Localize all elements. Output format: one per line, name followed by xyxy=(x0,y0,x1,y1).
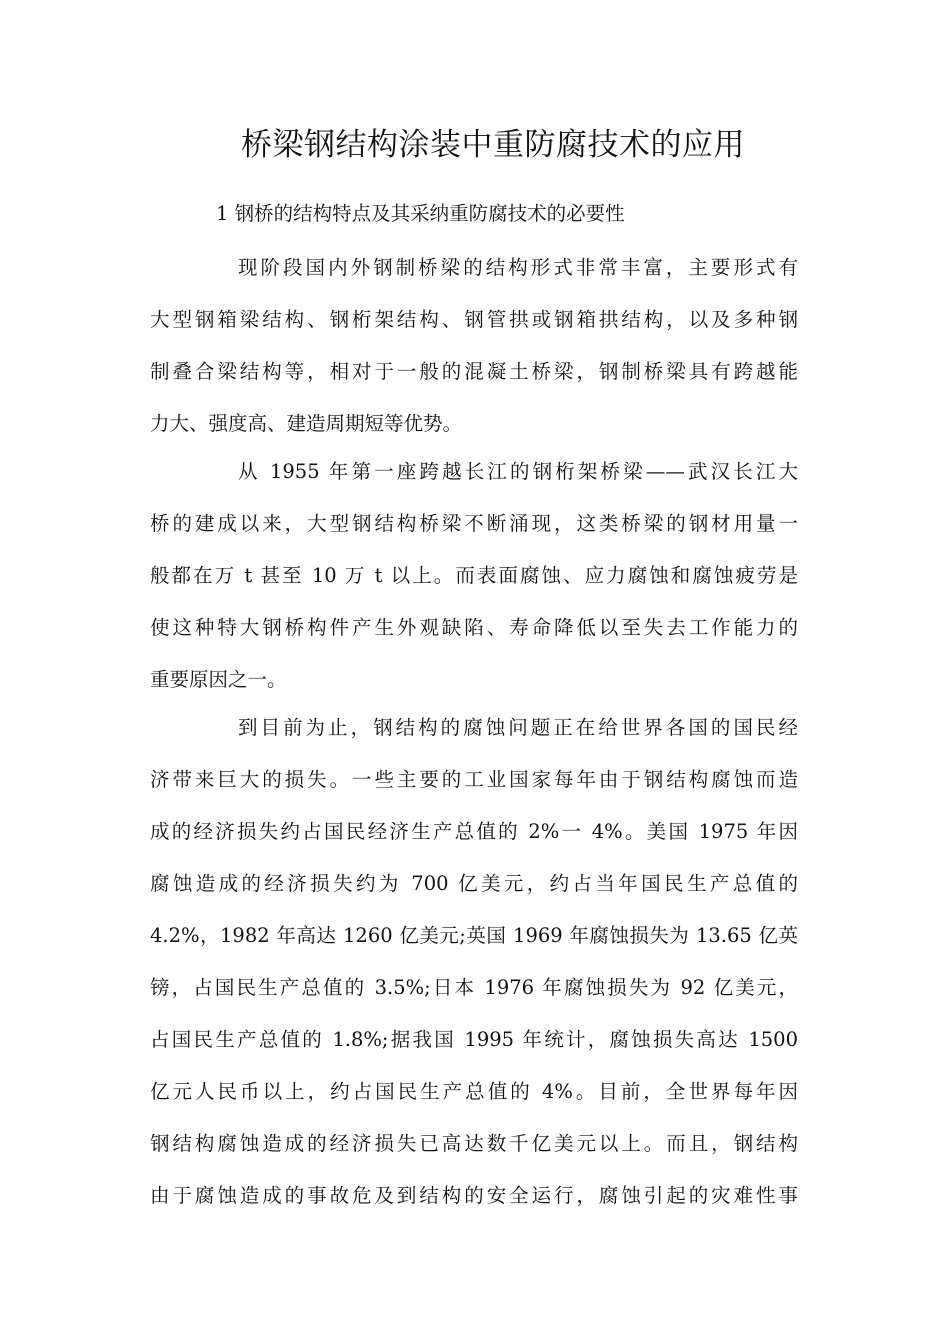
paragraph-line: 使这种特大钢桥构件产生外观缺陷、寿命降低以至失去工作能力的 xyxy=(150,616,798,639)
paragraph-line: 4.2%，1982 年高达 1260 亿美元;英国 1969 年腐蚀损失为 13.65 亿英 xyxy=(150,924,798,947)
paragraph-line: 亿元人民币以上，约占国民生产总值的 4%。目前，全世界每年因 xyxy=(150,1080,798,1103)
paragraph-line: 重要原因之一。 xyxy=(150,668,287,691)
paragraph-3 xyxy=(150,702,798,1222)
paragraph-line: 济带来巨大的损失。一些主要的工业国家每年由于钢结构腐蚀而造 xyxy=(150,768,798,791)
paragraph-line: 般都在万 t 甚至 10 万 t 以上。而表面腐蚀、应力腐蚀和腐蚀疲劳是 xyxy=(150,564,798,587)
document-title: 桥梁钢结构涂装中重防腐技术的应用 xyxy=(241,127,745,163)
section-heading: 1 钢桥的结构特点及其采纳重防腐技术的必要性 xyxy=(216,202,625,225)
paragraph-line: 大型钢箱梁结构、钢桁架结构、钢管拱或钢箱拱结构，以及多种钢 xyxy=(150,308,798,331)
paragraph-line: 由于腐蚀造成的事故危及到结构的安全运行，腐蚀引起的灾难性事 xyxy=(150,1184,798,1207)
paragraph-line: 现阶段国内外钢制桥梁的结构形式非常丰富，主要形式有 xyxy=(238,256,798,279)
paragraph-line: 镑，占国民生产总值的 3.5%;日本 1976 年腐蚀损失为 92 亿美元， xyxy=(150,976,798,999)
paragraph-2 xyxy=(150,446,798,706)
paragraph-line: 占国民生产总值的 1.8%;据我国 1995 年统计，腐蚀损失高达 1500 xyxy=(150,1028,798,1051)
paragraph-1 xyxy=(150,242,798,450)
paragraph-line: 从 1955 年第一座跨越长江的钢桁架桥梁——武汉长江大 xyxy=(238,460,798,483)
paragraph-line: 制叠合梁结构等，相对于一般的混凝土桥梁，钢制桥梁具有跨越能 xyxy=(150,360,798,383)
paragraph-line: 桥的建成以来，大型钢结构桥梁不断涌现，这类桥梁的钢材用量一 xyxy=(150,512,798,535)
paragraph-line: 钢结构腐蚀造成的经济损失已高达数千亿美元以上。而且，钢结构 xyxy=(150,1132,798,1155)
paragraph-line: 力大、强度高、建造周期短等优势。 xyxy=(150,412,463,435)
paragraph-line: 成的经济损失约占国民经济生产总值的 2%一 4%。美国 1975 年因 xyxy=(150,820,798,843)
paragraph-line: 到目前为止，钢结构的腐蚀问题正在给世界各国的国民经 xyxy=(238,716,798,739)
paragraph-line: 腐蚀造成的经济损失约为 700 亿美元，约占当年国民生产总值的 xyxy=(150,872,798,895)
